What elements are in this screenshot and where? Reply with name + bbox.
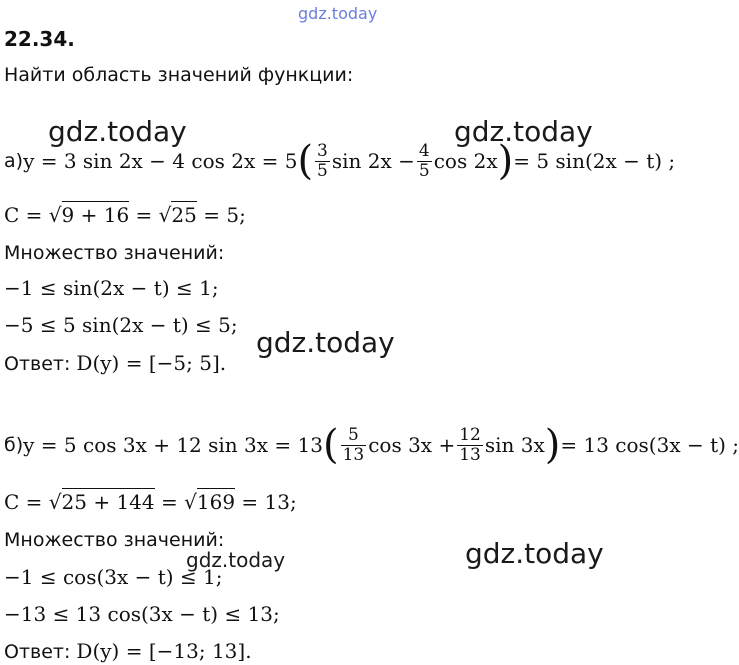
part-b-inequality-1: −1 ≤ cos(3x − t) ≤ 1; [4, 565, 223, 589]
watermark: gdz.today [256, 326, 395, 359]
part-a-answer: Ответ: D(y) = [−5; 5]. [4, 351, 227, 375]
fraction: $\frac{5}{13}$ [342, 424, 365, 465]
part-b-amplitude: C = √25 + 144 = √169 = 13; [4, 490, 297, 514]
part-a-label: а) [4, 150, 24, 172]
part-b-label: б) [4, 434, 24, 456]
part-a-inequality-1: −1 ≤ sin(2x − t) ≤ 1; [4, 276, 219, 300]
part-a-rhs: = 5 sin(2x − t) ; [513, 149, 676, 173]
part-b-equation: б) y = 5 cos 3x + 12 sin 3x = 13 ( $\frac{5}{13}$ cos 3x + $\frac{12}{13}$ sin 3x ) = 13 cos(3x − t) ; [4, 422, 739, 468]
fraction: $\frac{12}{13}$ [459, 424, 481, 465]
watermark-top: gdz.today [298, 4, 378, 23]
watermark: gdz.today [465, 537, 604, 570]
part-b-rhs: = 13 cos(3x − t) ; [560, 433, 739, 457]
fraction: $\frac{3}{5}$ [317, 140, 328, 181]
fraction: $\frac{4}{5}$ [418, 140, 430, 181]
watermark: gdz.today [48, 115, 187, 148]
part-b-set-label: Множество значений: [4, 529, 225, 551]
part-b-lhs: y = 5 cos 3x + 12 sin 3x = 13 [23, 433, 323, 457]
watermark: gdz.today [454, 115, 593, 148]
part-a-lhs: y = 3 sin 2x − 4 cos 2x = 5 [23, 149, 298, 173]
part-b-inequality-2: −13 ≤ 13 cos(3x − t) ≤ 13; [4, 602, 280, 626]
part-a-amplitude: C = √9 + 16 = √25 = 5; [4, 203, 246, 227]
part-a-set-label: Множество значений: [4, 242, 225, 264]
part-b-answer: Ответ: D(y) = [−13; 13]. [4, 639, 252, 663]
part-a-inequality-2: −5 ≤ 5 sin(2x − t) ≤ 5; [4, 313, 238, 337]
part-a-equation: а) y = 3 sin 2x − 4 cos 2x = 5 ( $\frac{3}{5}$ sin 2x − $\frac{4}{5}$ cos 2x ) = 5 sin(2x − t) ; [4, 138, 676, 184]
watermark: gdz.today [186, 548, 286, 572]
problem-instruction: Найти область значений функции: [4, 64, 354, 86]
problem-number: 22.34. [4, 27, 75, 51]
